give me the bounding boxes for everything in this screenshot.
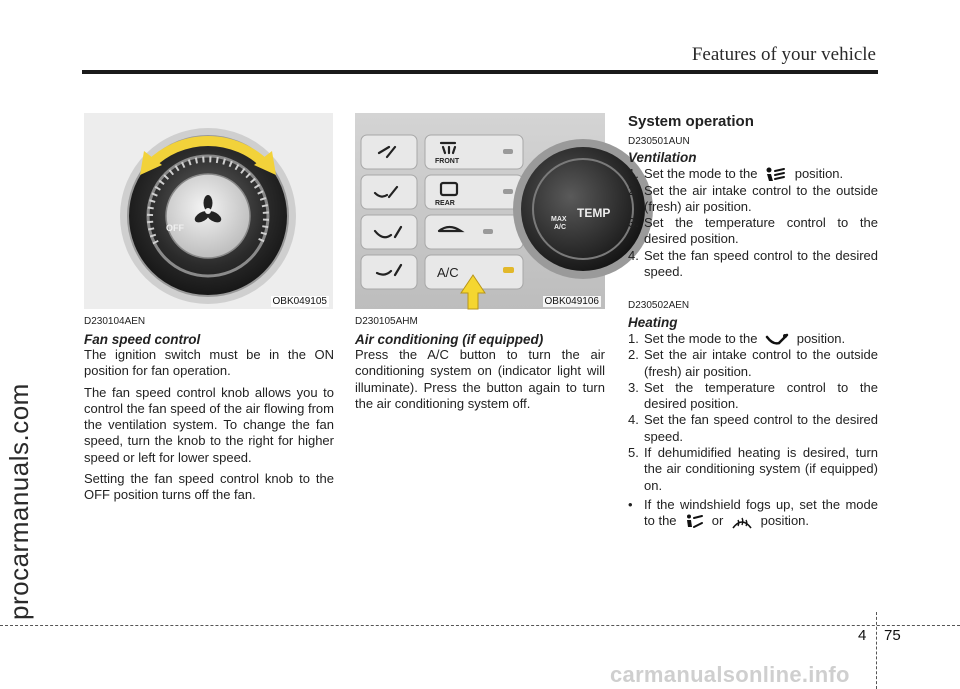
fan-knob-illustration: [84, 113, 333, 309]
ac-panel-image: [355, 113, 611, 309]
section-code: D230502AEN: [628, 300, 690, 311]
paragraph: Press the A/C button to turn the air conditioning system on (indicator light will illuminate). Press the button again to turn the air conditioning system off.: [355, 347, 605, 411]
defrost-mode-icon: [731, 514, 753, 530]
list-item: 3. Set the temperature control to the desired position.: [628, 379, 878, 412]
section-code: D230104AEN: [84, 316, 146, 327]
floor-mode-icon: [765, 333, 789, 347]
ac-heading: Air conditioning (if equipped): [355, 332, 544, 347]
paragraph: The ignition switch must be in the ON position for fan operation.: [84, 347, 334, 379]
ac-button-label: A/C: [437, 265, 459, 280]
knob-off-label: OFF: [166, 223, 184, 233]
side-watermark: procarmanuals.com: [4, 383, 34, 620]
floor-defrost-mode-icon: [684, 514, 704, 530]
header-rule: [82, 70, 878, 74]
rear-label: REAR: [435, 200, 455, 207]
list-item: 4. Set the fan speed control to the desired speed.: [628, 247, 878, 280]
running-header: Features of your vehicle: [691, 44, 876, 65]
fan-speed-heading: Fan speed control: [84, 332, 201, 347]
list-item: 2. Set the air intake control to the outside (fresh) air position.: [628, 347, 878, 379]
ventilation-heading: Ventilation: [628, 150, 697, 165]
footer-divider: [876, 612, 877, 689]
list-item: 3. Set the temperature control to the desired position.: [628, 215, 878, 247]
heating-heading: Heating: [628, 315, 678, 330]
fan-knob-image: [84, 113, 333, 309]
page-number: 75: [884, 627, 901, 644]
paragraph: The fan speed control knob allows you to control the fan speed of the air flowing from the ventilation system. To change the fan speed, turn the knob to the right for higher speed or left for lower speed.: [84, 384, 334, 465]
list-item: 5. If dehumidified heating is desired, turn the air conditioning system (if equipped) on.: [628, 445, 878, 493]
chapter-number: 4: [858, 627, 867, 644]
list-item: 2. Set the air intake control to the outside (fresh) air position.: [628, 182, 878, 214]
ac-panel-illustration: [355, 113, 611, 309]
section-code: D230501AUN: [628, 136, 690, 147]
image-code-label: OBK049106: [544, 296, 599, 307]
heating-steps: [628, 331, 878, 530]
list-item: • If the windshield fogs up, set the mode to the or position.: [628, 496, 878, 529]
footer-watermark: carmanualsonline.info: [610, 662, 850, 687]
system-operation-title: System operation: [628, 113, 754, 130]
list-item: 4. Set the fan speed control to the desired speed.: [628, 412, 878, 444]
front-label: FRONT: [435, 158, 460, 165]
max-label: MAX: [551, 216, 567, 223]
image-code-label: OBK049105: [272, 296, 327, 307]
section-code: D230105AHM: [355, 316, 418, 327]
max-ac-label: A/C: [554, 224, 567, 231]
ac-body: [355, 347, 605, 417]
paragraph: Setting the fan speed control knob to the OFF position turns off the fan.: [84, 471, 334, 503]
fan-speed-body: [84, 347, 334, 509]
footer-rule: [0, 625, 960, 626]
temp-label: TEMP: [577, 206, 611, 220]
list-item: 1. Set the mode to the position.: [628, 331, 846, 346]
list-item: 1. Set the mode to the position.: [628, 166, 844, 181]
face-vent-mode-icon: [765, 167, 787, 183]
ventilation-steps: [628, 166, 878, 280]
